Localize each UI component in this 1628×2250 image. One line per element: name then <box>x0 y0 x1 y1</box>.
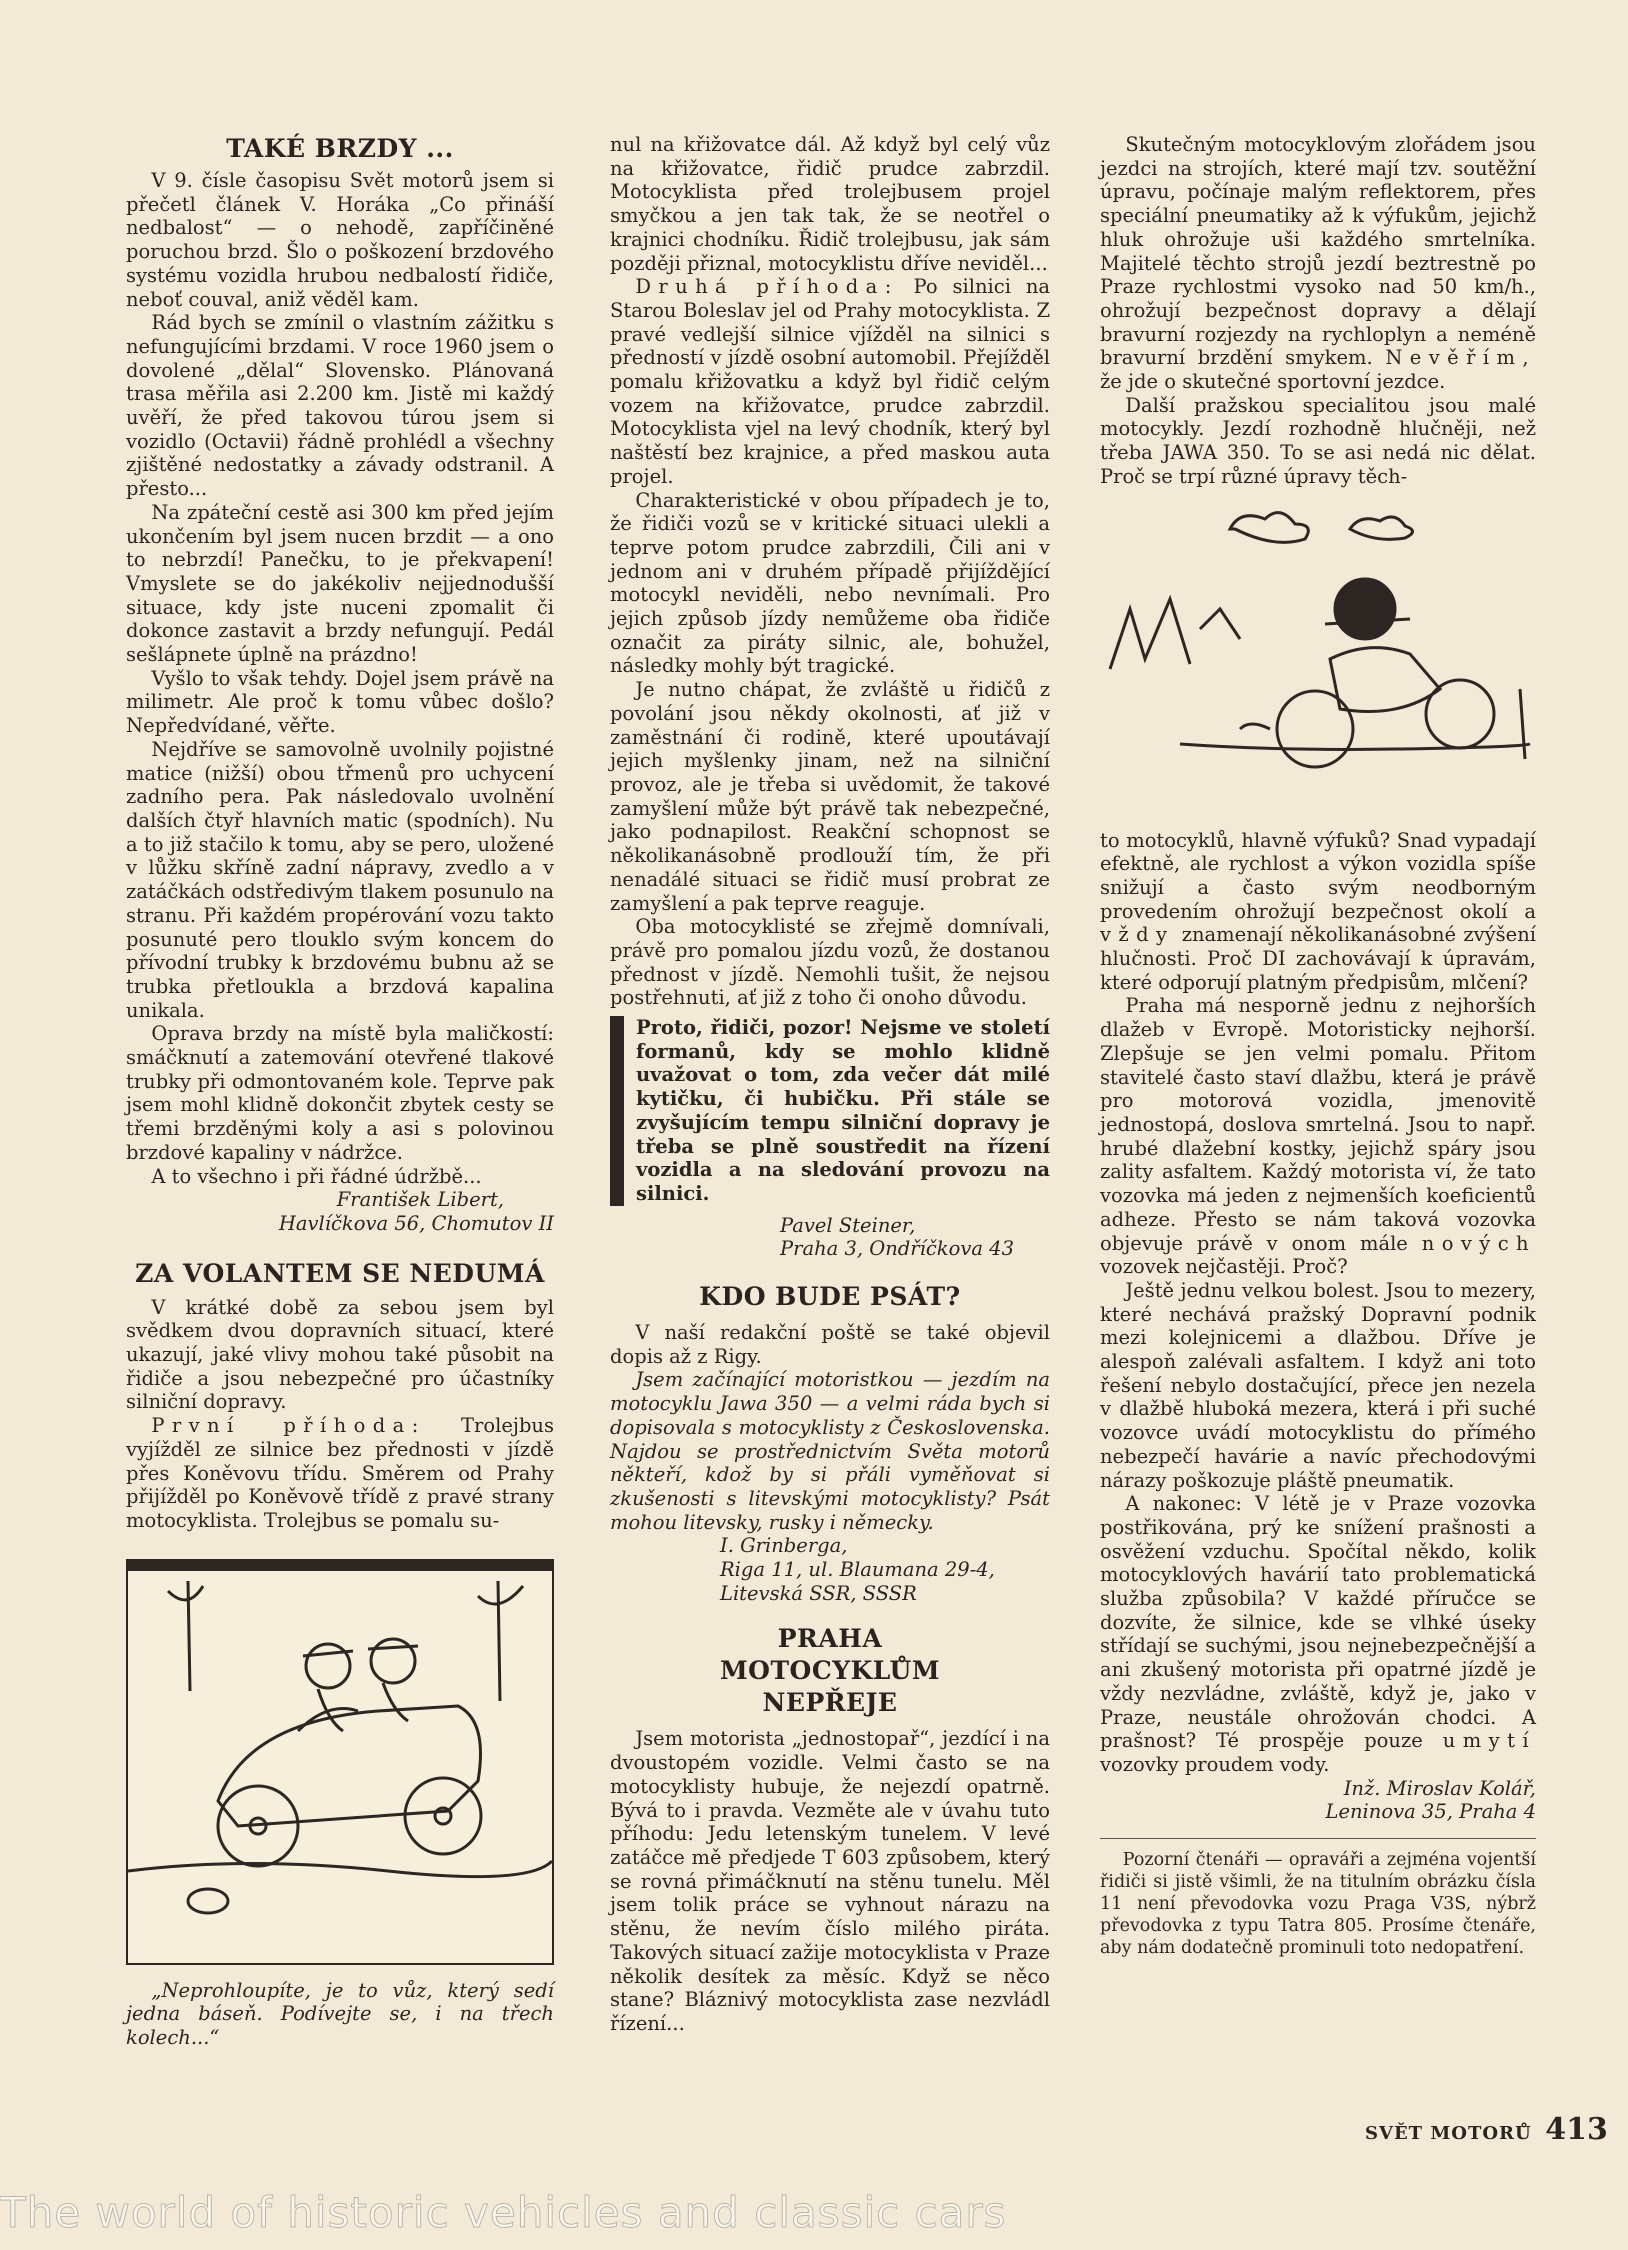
paragraph: Ještě jednu velkou bolest. Jsou to mezery, které nechává pražský Dopravní podnik mezi kolejnicemi a dlažbou. Dříve je alespoň zalévali asfaltem. I když ani toto řešení nebylo dostačující, přece jen nezela v dlažbě hluboká mezera, která i při suché vozovce uvádí motocyklistu do přímého nebezpečí havárie a navíc přechodovými nárazy poškozuje pláště pneumatik. <box>1100 1278 1536 1492</box>
page-number: 413 <box>1545 2112 1608 2147</box>
paragraph-text: to motocyklů, hlavně výfuků? Snad vypadají efektně, ale rychlost a výkon vozidla spíše snižují a často svým neodborným provedením ohrožují bezpečnost okolí a <box>1100 828 1536 923</box>
paragraph <box>1100 829 1536 995</box>
author-address: Praha 3, Ondříčkova 43 <box>780 1237 1014 1261</box>
paragraph: V 9. čísle časopisu Svět motorů jsem si přečetl článek V. Horáka „Co přináší nedbalost“ — o nehodě, zapříčiněné poruchou brzd. Šlo o poškození brzdového systému vozidla hrubou nedbalostí řidiče, neboť couval, aniž věděl kam. <box>126 169 554 311</box>
page-footer <box>1365 2112 1608 2147</box>
paragraph: A to všechno i při řádné údržbě... <box>151 1164 482 1188</box>
paragraph-text: vozovky proudem vody. <box>1100 1752 1330 1776</box>
watermark: The world of historic vehicles and classic cars <box>0 2188 1007 2237</box>
author-signature <box>126 1188 554 1235</box>
author-country: Litevská SSR, SSSR <box>720 1581 917 1605</box>
paragraph-text: A nakonec: V létě je v Praze vozovka postřikována, prý ke snížení prašnosti a osvěžení vzduchu. Spočítal někdo, kolik motocyklových havárií tato problematická služba způsobila? V každé příručce se dozvíte, že silnice, kde se vlhké úseky střídají se suchými, jsou nejnebezpečnější a ani zkušený motorista při opatrné jízdě je vždy nezvládne, zvláště, když je, jako v Praze, neustále ohrožován chodci. A prašnost? Té prospěje pouze <box>1100 1492 1536 1753</box>
column-1 <box>126 133 554 2050</box>
emphasis: Nevěřím, <box>1385 346 1536 370</box>
paragraph: Oba motocyklisté se zřejmě domnívali, právě pro pomalou jízdu vozů, že dostanou přednost v jízdě. Nemohli tušit, že nejsou postřehnuti, ať již z toho či onoho důvodu. <box>610 915 1050 1010</box>
paragraph-text: znamenají několikanásobné zvýšení hlučnosti. Proč DI zachovávají k úpravám, které odporují platným předpisům, mlčení? <box>1100 923 1536 994</box>
emphasis: nových <box>1421 1231 1536 1255</box>
paragraph: Vyšlo to však tehdy. Dojel jsem právě na milimetr. Ale proč k tomu vůbec došlo? Nepředvídané, věřte. <box>126 666 554 738</box>
paragraph: Charakteristické v obou případech je to, že řidiči vozů se v kritické situaci ulekli a teprve potom prudce zabrzdili, Čili ani v jednom ani v druhém případě přijíždějící motocykl neviděli, nebo nevnímali. Pro jejich způsob jízdy nemůžeme oba řidiče označit za piráty silnic, ale, bohužel, následky mohly být tragické. <box>610 488 1050 678</box>
author-address: Leninova 35, Praha 4 <box>1325 1800 1536 1824</box>
paragraph: Na zpáteční cestě asi 300 km před jejím ukončením byl jsem nucen brzdit — a ono to nebrzdí! Panečku, to je překvapení! Vmyslete se do jakékoliv nejjednodušší situace, kdy jste nuceni zpomalit či dokonce zastavit a brzdy nefungují. Pedál sešlápnete úplně na prázdno! <box>126 500 554 667</box>
paragraph <box>1100 133 1536 394</box>
article-title: ZA VOLANTEM SE NEDUMÁ <box>135 1258 545 1288</box>
paragraph <box>1100 994 1536 1278</box>
divider <box>1100 1838 1536 1839</box>
article-title: PRAHA MOTOCYKLŮM NEPŘEJE <box>720 1624 940 1718</box>
author-signature <box>1100 1777 1536 1824</box>
emphasis: vždy <box>1100 923 1175 947</box>
paragraph: Oprava brzdy na místě byla maličkostí: smáčknutí a zatemování otevřené tlakové trubky při odmontovaném kole. Teprve pak jsem mohl klidně dokončit zbytek cesty se třemi brzděnými koly a asi s polovinou brzdové kapaliny v nádržce. <box>126 1022 554 1164</box>
paragraph: Je nutno chápat, že zvláště u řidičů z povolání jsou někdy okolnosti, ať již v zaměstnání či rodině, které upoutávají jejich myšlenky jinam, než na silniční provoz, ale je třeba si uvědomit, že takové zamyšlení může být právě tak nebezpečné, jako podnapilost. Reakční schopnost se několikanásobně prodlouží tím, že při nenadálé situaci se řidič musí probrat ze zamyšlení a pak teprve reaguje. <box>610 678 1050 915</box>
paragraph: Nejdříve se samovolně uvolnily pojistné matice (nižší) obou třmenů pro uchycení zadního pera. Pak následovalo uvolnění dalších čtyř hlavních matic (spodních). Nu a to již stačilo k tomu, aby se pero, uložené v lůžku skříně zadní nápravy, zvedlo a v zatáčkách odstředivým tlakem posunulo na stranu. Při každém propérování vozu takto posunuté pero tlouklo svým koncem do přívodní trubky k brzdovému bubnu až se trubka přetloukla a brzdová kapalina unikala. <box>126 737 554 1022</box>
cartoon-caption: „Neprohloupíte, je to vůz, který sedí jedna báseň. Podívejte se, i na třech kolech...“ <box>126 1978 554 2050</box>
motorcyclist-illustration <box>1100 489 1536 829</box>
paragraph <box>126 1414 554 1533</box>
paragraph-text: vozovek nejčastěji. Proč? <box>1100 1255 1348 1279</box>
author-signature <box>610 1534 1050 1605</box>
paragraph: Jsem motorista „jednostopař“, jezdící i na dvoustopém vozidle. Velmi často se na motocyklisty hubuje, že nejezdí opatrně. Bývá to i pravda. Vezměte ale v úvahu tuto příhodu: Jedu letenským tunelem. V levé zatáčce mě předjede T 603 způsobem, který se rovná přimáčknutí na stěnu tunelu. Měl jsem tolik práce se vyhnout nárazu na stěnu, že nevím číslo milého piráta. Takových situací zažije motocyklista v Praze několik desítek za měsíc. Když se něco stane? Bláznivý motocyklista zase nezvládl řízení... <box>610 1727 1050 2035</box>
highlight-text: Proto, řidiči, pozor! Nejsme ve století formanů, kdy se mohlo klidně uvažovat o tom, zda večer dát milé kytičku, či hubičku. Při stále se zvyšujícím tempu silniční dopravy je třeba se plně soustředit na řízení vozidla a na sledování provozu na silnici. <box>636 1016 1050 1205</box>
paragraph-text: že jde o skutečné sportovní jezdce. <box>1100 370 1446 394</box>
paragraph-text: Praha má nesporně jednu z nejhorších dlažeb v Evropě. Motoristicky nejhorší. Zlepšuje se jen velmi pomalu. Přitom stavitelé často staví dlažbu, která je právě pro motorová vozidla, jmenovitě jednostopá, doslova smrtelná. Jsou to např. hrubé dlažební kostky, jejichž spáry jsou zality asfaltem. Každý motorista ví, že tato vozovka má jeden z nejmenších koeficientů adheze. Přesto se nám taková vozovka objevuje právě v onom mále <box>1100 994 1536 1255</box>
article-title: KDO BUDE PSÁT? <box>699 1282 961 1312</box>
motorcyclist-drawing <box>1100 489 1536 829</box>
paragraph-text: Trolejbus vyjížděl ze silnice bez přednosti v jízdě přes Koněvovu třídu. Směrem od Prahy přijížděl po Koněvově třídě z pravé strany motocyklista. Trolejbus se pomalu su- <box>126 1414 554 1532</box>
author-name: Pavel Steiner, <box>780 1213 916 1237</box>
column-3 <box>1100 133 1536 1959</box>
paragraph-text: Skutečným motocyklovým zlořádem jsou jezdci na strojích, které mají tzv. soutěžní úpravu, počínaje malým reflektorem, přes speciální pneumatiky až k výfukům, jejichž hluk ohrožuje uši každého smrtelníka. Majitelé těchto strojů jezdí beztrestně po Praze rychlostmi vysoko nad 50 km/h., ohrožují bezpečnost dopravy a dělají bravurní rozjezdy na rychloplyn a neméně bravurní brzdění smykem. <box>1100 133 1536 370</box>
column-2 <box>610 133 1050 2036</box>
author-signature <box>610 1214 1050 1261</box>
paragraph: V krátké době za sebou jsem byl svědkem dvou dopravních situací, které ukazují, jaké vlivy mohou také působit na řidiče a jsou nebezpečné pro účastníky silniční dopravy. <box>126 1295 554 1414</box>
lead-in: První příhoda: <box>151 1414 426 1438</box>
cartoon-car-illustration <box>126 1559 554 1965</box>
paragraph <box>1100 1492 1536 1776</box>
paragraph: nul na křižovatce dál. Až když byl celý vůz na křižovatce, řidič prudce zabrzdil. Motocyklista před trolejbusem projel smyčkou a jen tak tak, že se neotřel o krajnici chodníku. Řidič trolejbusu, jak sám později přiznal, motocyklistu dříve neviděl... <box>610 133 1050 275</box>
paragraph: V naší redakční poště se také objevil dopis až z Rigy. <box>610 1321 1050 1368</box>
paragraph: Rád bych se zmínil o vlastním zážitku s nefungujícími brzdami. V roce 1960 jsem o dovolené „dělal“ Slovensko. Plánovaná trasa měřila asi 2.200 km. Jistě mi každý uvěří, že před takovou túrou jsem si vozidlo (Octavii) řádně prohlédl a všechny zjištěné nedostatky a závady odstranil. A přesto... <box>126 311 554 501</box>
emphasis: umytí <box>1442 1729 1536 1753</box>
three-wheeled-car-drawing <box>128 1571 552 1963</box>
article-title: TAKÉ BRZDY ... <box>226 134 454 163</box>
paragraph <box>610 275 1050 488</box>
paragraph-text: Po silnici na Starou Boleslav jel od Prahy motocyklista. Z pravé vedlejší silnice vjížděl na silnici s předností v jízdě osobní automobil. Přejížděl pomalu křižovatku a když byl řidič celým vozem na křižovatce, prudce zabrzdil. Motocyklista vjel na levý chodník, který byl naštěstí bez krajnice, a před maskou auta projel. <box>610 275 1050 488</box>
highlight-box <box>610 1016 1050 1206</box>
letter-quote: Jsem začínající motoristkou — jezdím na motocyklu Jawa 350 — a velmi ráda bych si dopisovala s motocyklisty z Československa. Najdou se prostřednictvím Světa motorů někteří, kdož by si přáli vyměňovat si zkušenosti s litevskými motocyklisty? Psát mohou litevsky, rusky i německy. <box>610 1368 1050 1534</box>
author-name: Inž. Miroslav Kolář, <box>1343 1776 1536 1800</box>
paragraph: Další pražskou specialitou jsou malé motocykly. Jezdí rozhodně hlučněji, než třeba JAWA 350. To se asi nedá nic dělat. Proč se trpí různé úpravy těch- <box>1100 393 1536 488</box>
editorial-note: Pozorní čtenáři — opraváři a zejména vojentší řidiči si jistě všimli, že na titulním obrázku čísla 11 není převodovka vozu Praga V3S, nýbrž převodovka z typu Tatra 805. Prosíme čtenáře, aby nám dodatečně prominuli toto nedopatření. <box>1100 1850 1536 1959</box>
lead-in: Druhá příhoda: <box>635 275 899 299</box>
magazine-name: SVĚT MOTORŮ <box>1365 2123 1532 2144</box>
author-address: Riga 11, ul. Blaumana 29-4, <box>720 1558 995 1582</box>
author-address: Havlíčkova 56, Chomutov II <box>278 1211 554 1235</box>
author-name: I. Grinberga, <box>720 1534 848 1558</box>
author-name: František Libert, <box>336 1188 504 1212</box>
